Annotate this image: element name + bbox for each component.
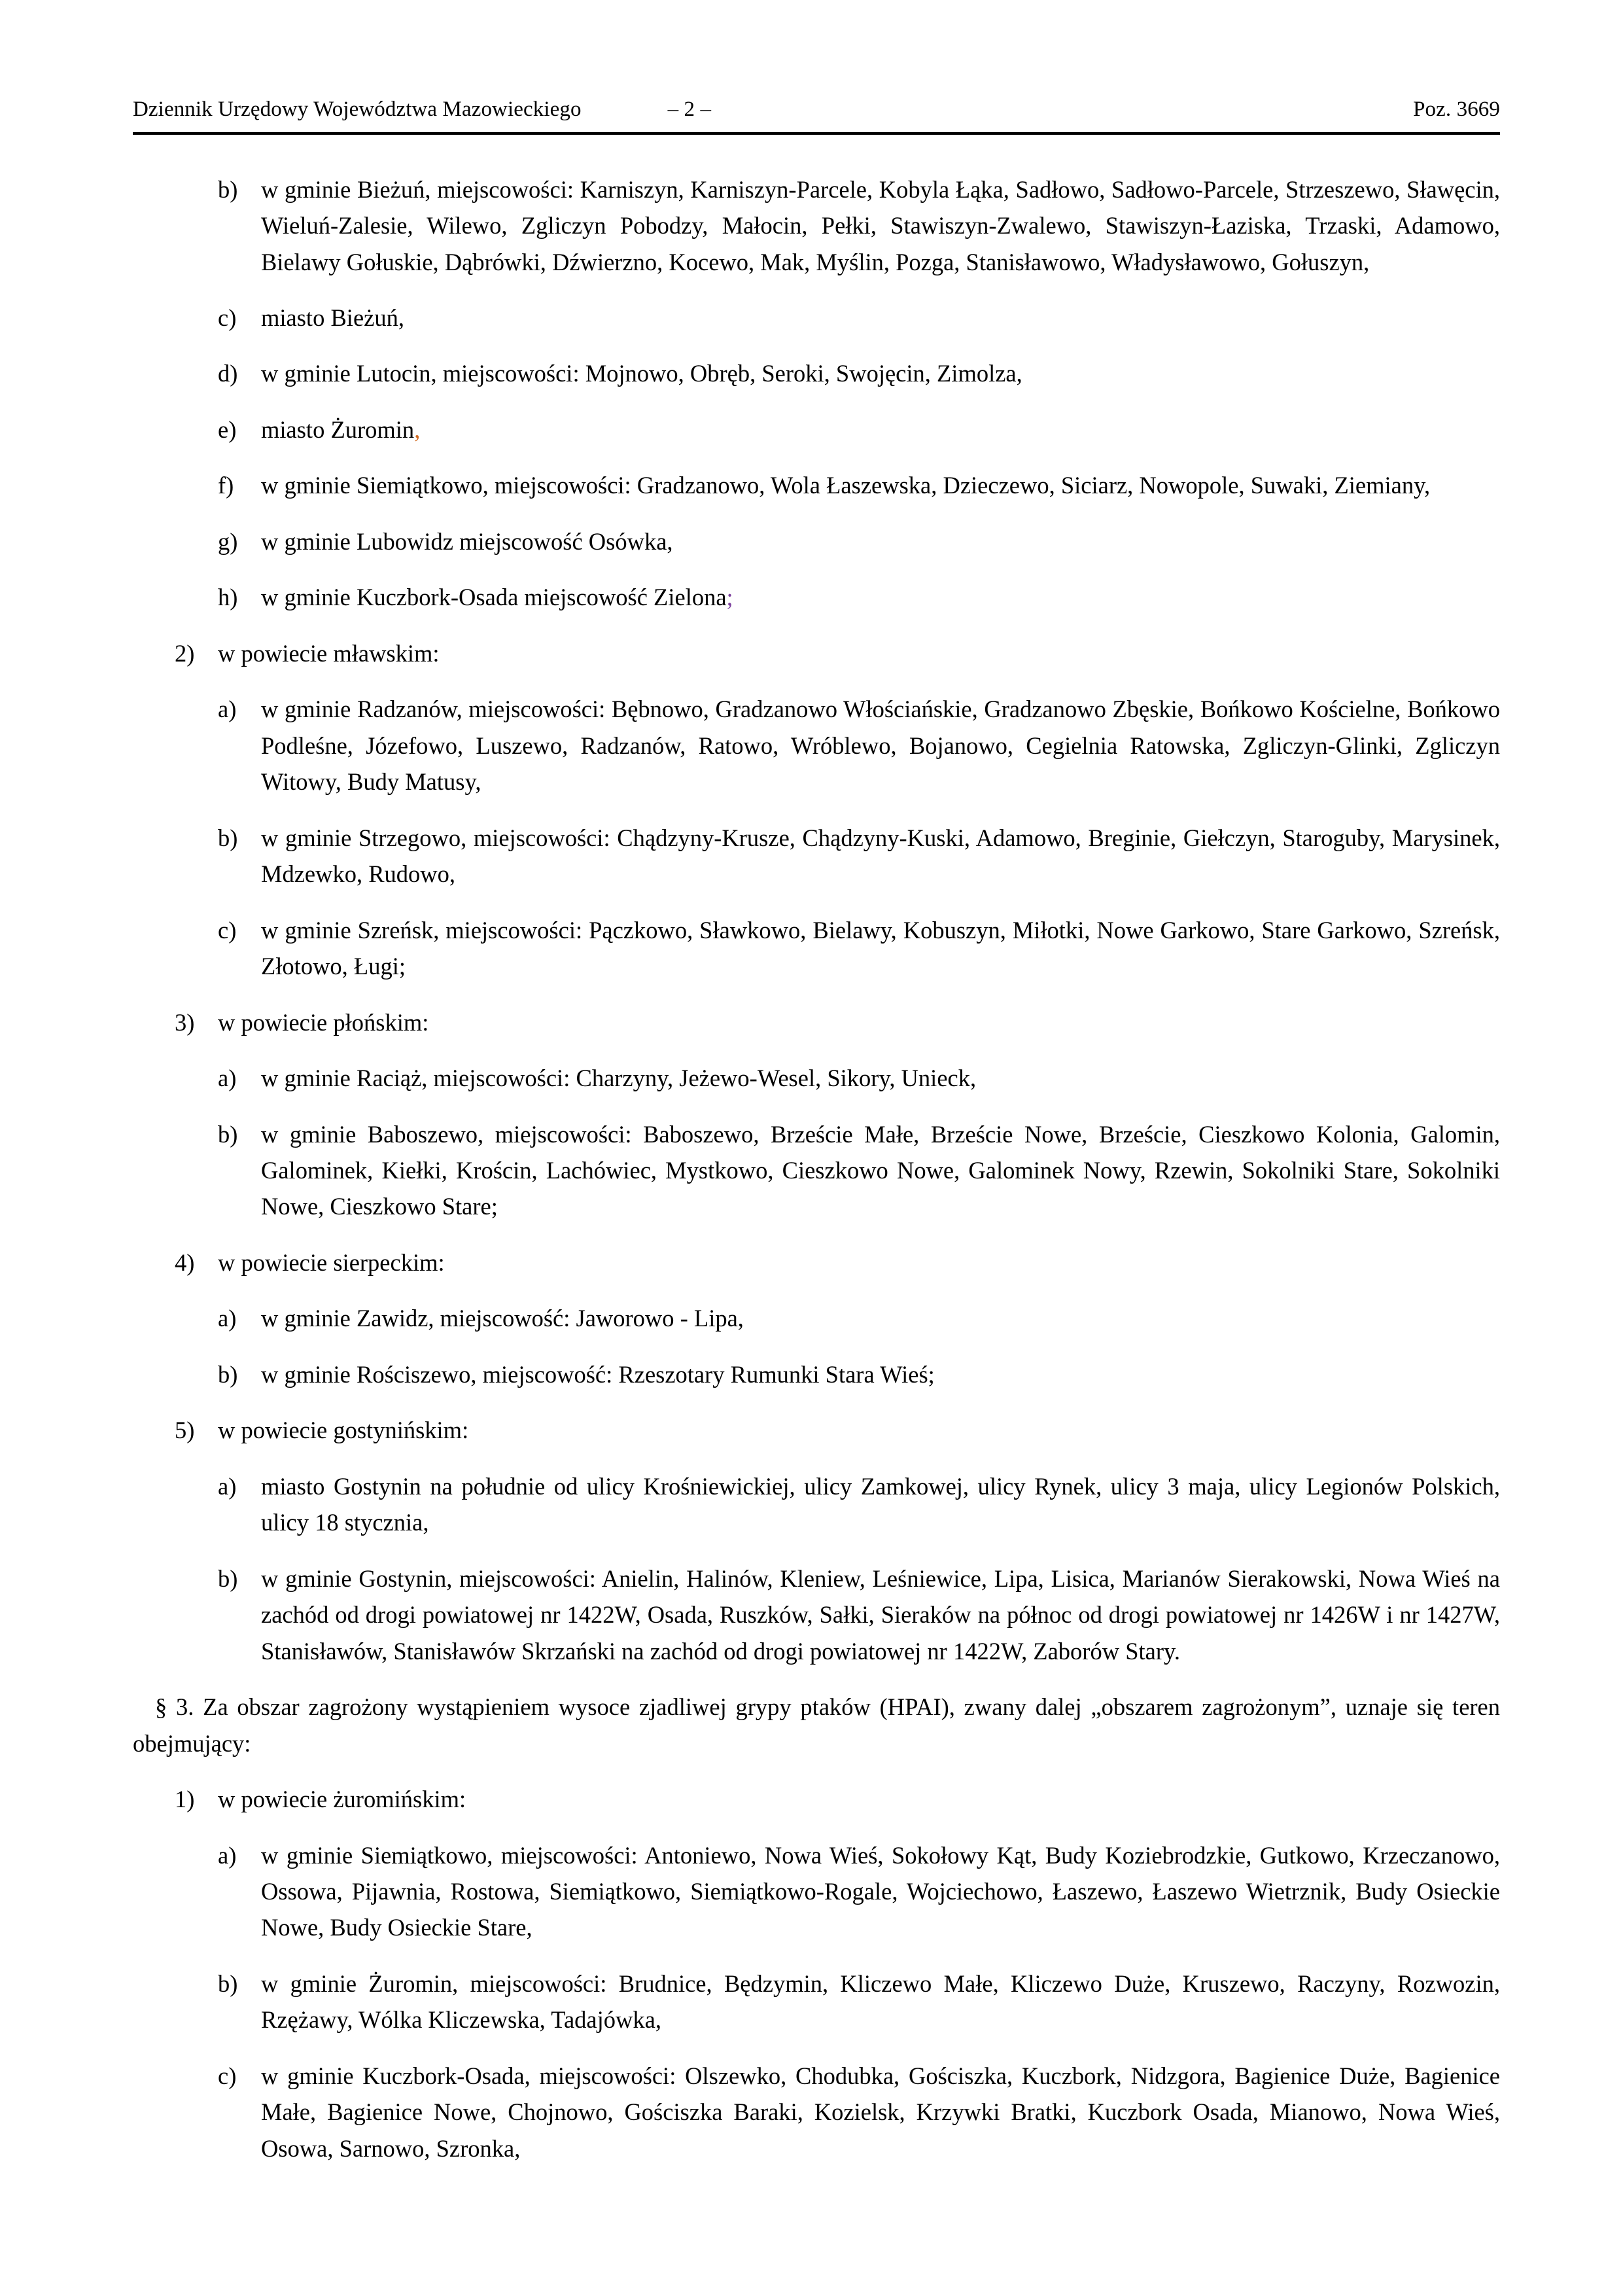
list-item bbox=[133, 1060, 1500, 1096]
header-divider bbox=[133, 132, 1500, 135]
colored-punctuation: ; bbox=[726, 584, 733, 611]
list-item-text: w gminie Kuczbork-Osada miejscowość Zielona; bbox=[261, 584, 733, 611]
list-item bbox=[133, 1781, 1500, 1817]
list-item-text: w gminie Zawidz, miejscowość: Jaworowo - Lipa, bbox=[261, 1305, 744, 1332]
list-item bbox=[133, 1004, 1500, 1040]
list-item bbox=[133, 579, 1500, 615]
list-item-text: miasto Żuromin, bbox=[261, 415, 421, 443]
list-item-text: w gminie Radzanów, miejscowości: Bębnowo, Gradzanowo Włościańskie, Gradzanowo Zbęskie, Bońkowo Kościelne, Bońkowo Podleśne, Józefowo, Luszewo, Radzanów, Ratowo, Wróblewo, Bojanowo, Cegielnia Ratowska, Zgliczyn-Glinki, Zgliczyn Witowy, Budy Matusy, bbox=[261, 696, 1500, 796]
list-item-text: w gminie Kuczbork-Osada, miejscowości: Olszewko, Chodubka, Gościszka, Kuczbork, Nidzgora, Bagienice Duże, Bagienice Małe, Bagienice Nowe, Chojnowo, Gościszka Baraki, Kozielsk, Krzywki Bratki, Kuczbork Osada, Mianowo, Nowa Wieś, Osowa, Sarnowo, Szronka, bbox=[261, 2062, 1500, 2162]
list-item-marker: a) bbox=[218, 1841, 237, 1869]
body-section-bottom bbox=[133, 1781, 1500, 2166]
list-item-text: w gminie Siemiątkowo, miejscowości: Gradzanowo, Wola Łaszewska, Dzieczewo, Siciarz, Nowopole, Suwaki, Ziemiany, bbox=[261, 472, 1431, 499]
list-item-marker: e) bbox=[218, 415, 237, 443]
list-item-marker: 1) bbox=[175, 1786, 195, 1813]
list-item bbox=[133, 171, 1500, 280]
list-item bbox=[133, 2058, 1500, 2166]
list-item-marker: b) bbox=[218, 1360, 238, 1388]
list-item-text: w powiecie żuromińskim: bbox=[218, 1786, 466, 1813]
list-item-marker: g) bbox=[218, 527, 238, 555]
list-item-text: w gminie Lubowidz miejscowość Osówka, bbox=[261, 527, 673, 555]
list-item bbox=[133, 523, 1500, 559]
list-item-marker: c) bbox=[218, 916, 237, 944]
list-item-text: w gminie Raciąż, miejscowości: Charzyny, Jeżewo-Wesel, Sikory, Unieck, bbox=[261, 1065, 977, 1092]
list-item-text: w gminie Żuromin, miejscowości: Brudnice, Będzymin, Kliczewo Małe, Kliczewo Duże, Kruszewo, Raczyny, Rozwozin, Rzężawy, Wólka Kliczewska, Tadajówka, bbox=[261, 1969, 1500, 2034]
list-item-marker: b) bbox=[218, 175, 238, 203]
document-body bbox=[133, 171, 1500, 2167]
list-item bbox=[133, 1837, 1500, 1946]
list-item-text: miasto Bieżuń, bbox=[261, 304, 404, 331]
list-item-text: w gminie Baboszewo, miejscowości: Baboszewo, Brzeście Małe, Brzeście Nowe, Brzeście, Cieszkowo Kolonia, Galomin, Galominek, Kiełki, Krościn, Lachówiec, Mystkowo, Cieszkowo Nowe, Galominek Nowy, Rzewin, Sokolniki Stare, Sokolniki Nowe, Cieszkowo Stare; bbox=[261, 1120, 1500, 1220]
list-item bbox=[133, 467, 1500, 503]
list-item-text: w gminie Strzegowo, miejscowości: Chądzyny-Krusze, Chądzyny-Kuski, Adamowo, Breginie, Giełczyn, Staroguby, Marysinek, Mdzewko, Rudowo, bbox=[261, 824, 1500, 888]
list-item bbox=[133, 300, 1500, 336]
list-item-marker: b) bbox=[218, 1120, 238, 1148]
list-item bbox=[133, 1966, 1500, 2038]
list-item-text: w gminie Siemiątkowo, miejscowości: Antoniewo, Nowa Wieś, Sokołowy Kąt, Budy Koziebrodzkie, Gutkowo, Krzeczanowo, Ossowa, Pijawnia, Rostowa, Siemiątkowo, Siemiątkowo-Rogale, Wojciechowo, Łaszewo, Łaszewo Wietrznik, Budy Osieckie Nowe, Budy Osieckie Stare, bbox=[261, 1841, 1500, 1941]
list-item-marker: a) bbox=[218, 1305, 237, 1332]
list-item-marker: b) bbox=[218, 1969, 238, 1997]
list-item-marker: f) bbox=[218, 472, 234, 499]
list-item-marker: a) bbox=[218, 1472, 237, 1500]
list-item-text: w powiecie gostynińskim: bbox=[218, 1417, 469, 1444]
list-item-text: w gminie Gostynin, miejscowości: Anielin, Halinów, Kleniew, Leśniewice, Lipa, Lisica, Marianów Sierakowski, Nowa Wieś na zachód od drogi powiatowej nr 1422W, Osada, Ruszków, Sałki, Sieraków na północ od drogi powiatowej nr 1426W i nr 1427W, Stanisławów, Stanisławów Skrzański na zachód od drogi powiatowej nr 1422W, Zaborów Stary. bbox=[261, 1564, 1500, 1665]
colored-punctuation: , bbox=[414, 415, 421, 443]
list-item bbox=[133, 635, 1500, 671]
list-item bbox=[133, 691, 1500, 800]
list-item-marker: 4) bbox=[175, 1248, 195, 1276]
list-item bbox=[133, 1561, 1500, 1669]
list-item-marker: b) bbox=[218, 1564, 238, 1592]
paragraph-section-3: § 3. Za obszar zagrożony wystąpieniem wysoce zjadliwej grypy ptaków (HPAI), zwany dalej „obszarem zagrożonym”, uznaje się teren obejmujący: bbox=[133, 1693, 1500, 1757]
page-header bbox=[133, 97, 1500, 123]
list-item-marker: a) bbox=[218, 1065, 237, 1092]
header-page-number: – 2 – bbox=[667, 97, 712, 121]
list-item-text: w gminie Szreńsk, miejscowości: Pączkowo, Sławkowo, Bielawy, Kobuszyn, Miłotki, Nowe Garkowo, Stare Garkowo, Szreńsk, Złotowo, Ługi; bbox=[261, 916, 1500, 980]
list-item bbox=[133, 412, 1500, 448]
header-journal-title: Dziennik Urzędowy Województwa Mazowieckiego bbox=[133, 97, 582, 121]
list-item bbox=[133, 1468, 1500, 1541]
list-item-marker: 2) bbox=[175, 639, 195, 667]
list-item bbox=[133, 1356, 1500, 1392]
list-item-marker: b) bbox=[218, 824, 238, 851]
list-item-marker: a) bbox=[218, 696, 237, 723]
list-item-marker: c) bbox=[218, 304, 237, 331]
list-item bbox=[133, 912, 1500, 985]
list-item-marker: c) bbox=[218, 2062, 237, 2089]
list-item-marker: h) bbox=[218, 584, 238, 611]
list-item bbox=[133, 820, 1500, 892]
list-item bbox=[133, 1245, 1500, 1280]
list-item-text: w powiecie sierpeckim: bbox=[218, 1248, 445, 1276]
list-item-text: w gminie Bieżuń, miejscowości: Karniszyn, Karniszyn-Parcele, Kobyla Łąka, Sadłowo, Sadłowo-Parcele, Strzeszewo, Sławęcin, Wieluń-Zalesie, Wilewo, Zgliczyn Pobodzy, Małocin, Pełki, Stawiszyn-Zwalewo, Stawiszyn-Łaziska, Trzaski, Adamowo, Bielawy Gołuskie, Dąbrówki, Dźwierzno, Kocewo, Mak, Myślin, Pozga, Stanisławowo, Władysławowo, Gołuszyn, bbox=[261, 175, 1500, 275]
page-content bbox=[133, 97, 1500, 2186]
list-item-text: w powiecie mławskim: bbox=[218, 639, 440, 667]
body-section-top bbox=[133, 171, 1500, 1670]
header-item-number: Poz. 3669 bbox=[1413, 97, 1500, 121]
list-item bbox=[133, 355, 1500, 391]
list-item-text: w gminie Rościszewo, miejscowość: Rzeszotary Rumunki Stara Wieś; bbox=[261, 1360, 935, 1388]
list-item bbox=[133, 1300, 1500, 1336]
list-item-text: w powiecie płońskim: bbox=[218, 1008, 429, 1036]
list-item-text: miasto Gostynin na południe od ulicy Krośniewickiej, ulicy Zamkowej, ulicy Rynek, ulicy 3 maja, ulicy Legionów Polskich, ulicy 18 stycznia, bbox=[261, 1472, 1500, 1536]
list-item-marker: d) bbox=[218, 360, 238, 387]
list-item-marker: 3) bbox=[175, 1008, 195, 1036]
list-item bbox=[133, 1116, 1500, 1225]
list-item-marker: 5) bbox=[175, 1417, 195, 1444]
list-item bbox=[133, 1412, 1500, 1448]
list-item-text: w gminie Lutocin, miejscowości: Mojnowo, Obręb, Seroki, Swojęcin, Zimolza, bbox=[261, 360, 1022, 387]
